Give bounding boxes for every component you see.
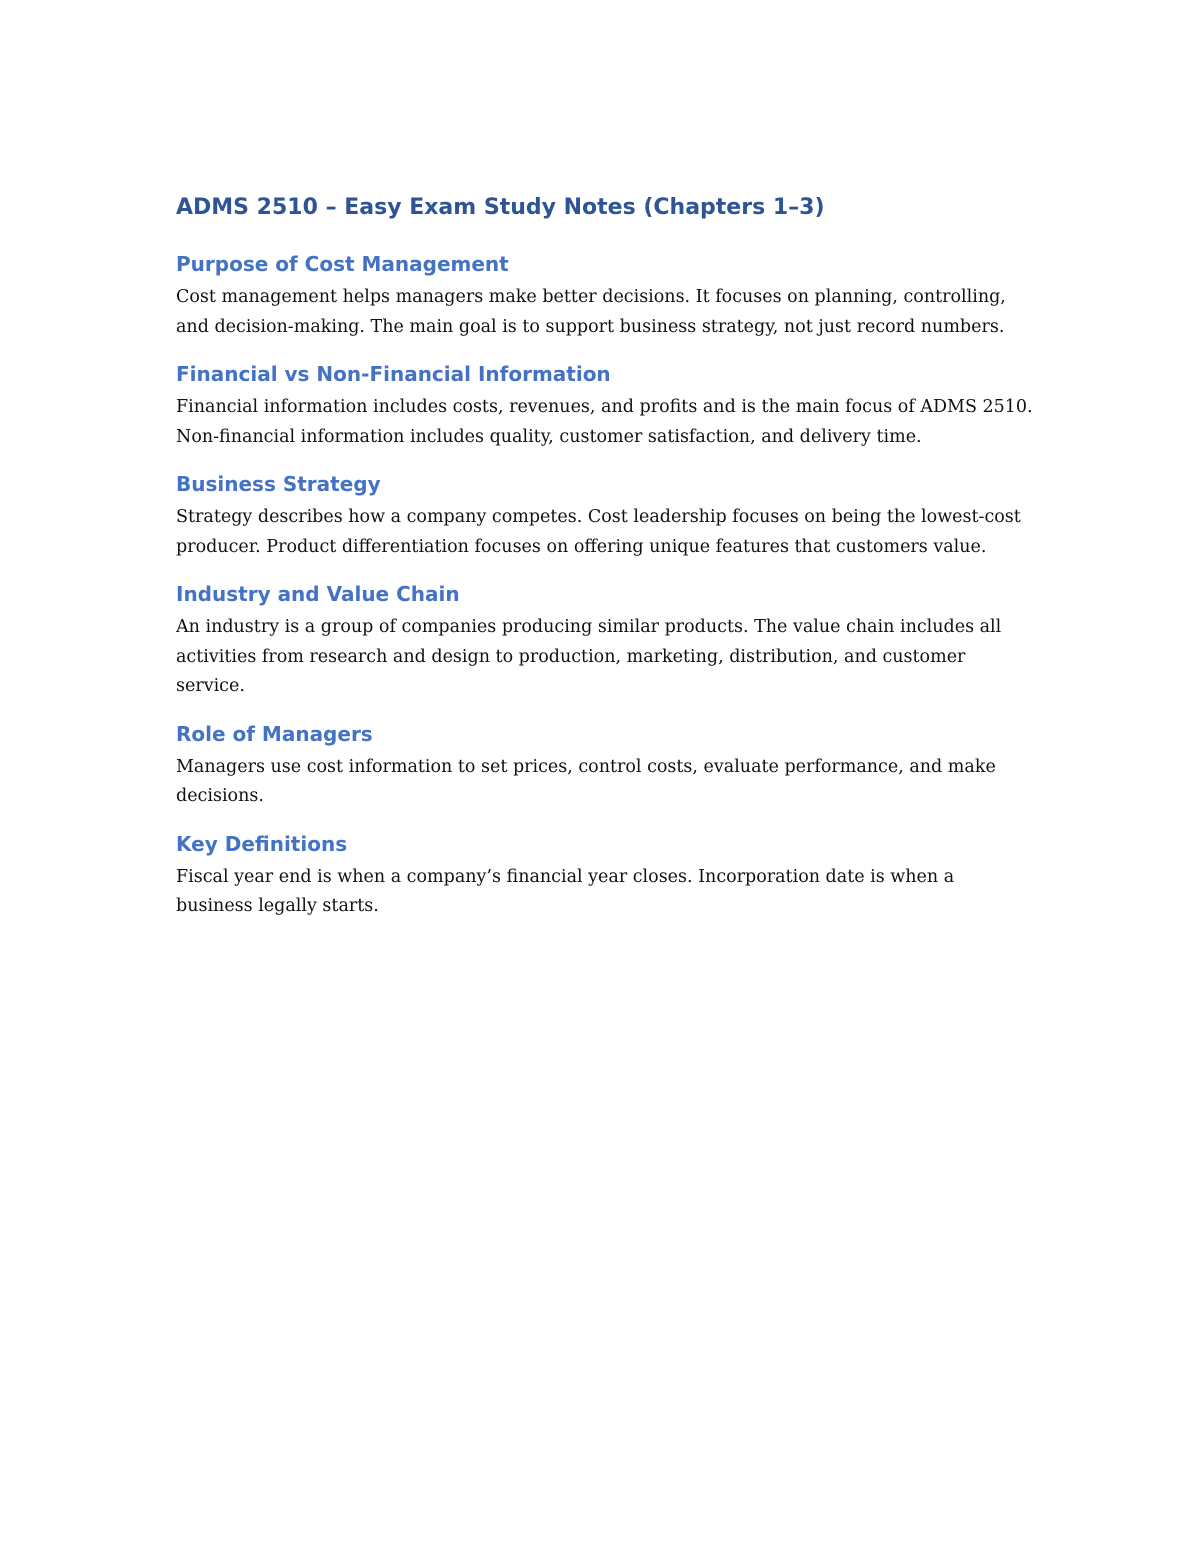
document-title: ADMS 2510 – Easy Exam Study Notes (Chapters 1–3) bbox=[176, 195, 825, 220]
section-heading: Role of Managers bbox=[176, 721, 373, 746]
section-heading: Financial vs Non-Financial Information bbox=[176, 362, 611, 386]
section-body: Financial information includes costs, revenues, and profits and is the main focus of ADMS 2510. Non-financial information includes quality, customer satisfaction, and delivery time. bbox=[176, 397, 1033, 447]
section-body: Managers use cost information to set prices, control costs, evaluate performance, and make decisions. bbox=[176, 756, 996, 806]
section-heading: Industry and Value Chain bbox=[176, 582, 460, 606]
section-body: An industry is a group of companies producing similar products. The value chain includes all activities from research and design to production, marketing, distribution, and customer service. bbox=[176, 617, 1002, 696]
section-financial-vs-non-financial bbox=[176, 358, 1036, 452]
document-content bbox=[176, 190, 1036, 938]
section-heading: Purpose of Cost Management bbox=[176, 252, 509, 276]
section-role-of-managers bbox=[176, 718, 1036, 812]
section-heading: Business Strategy bbox=[176, 472, 381, 496]
section-business-strategy bbox=[176, 468, 1036, 562]
section-industry-and-value-chain bbox=[176, 578, 1036, 702]
section-body: Strategy describes how a company competes. Cost leadership focuses on being the lowest-cost producer. Product differentiation focuses on offering unique features that customers value. bbox=[176, 507, 1021, 557]
section-heading: Key Definitions bbox=[176, 831, 348, 856]
section-body: Cost management helps managers make better decisions. It focuses on planning, controlling, and decision-making. The main goal is to support business strategy, not just record numbers. bbox=[176, 287, 1006, 337]
section-body: Fiscal year end is when a company’s financial year closes. Incorporation date is when a business legally starts. bbox=[176, 866, 955, 916]
section-purpose-of-cost-management bbox=[176, 248, 1036, 342]
section-key-definitions bbox=[176, 828, 1036, 922]
